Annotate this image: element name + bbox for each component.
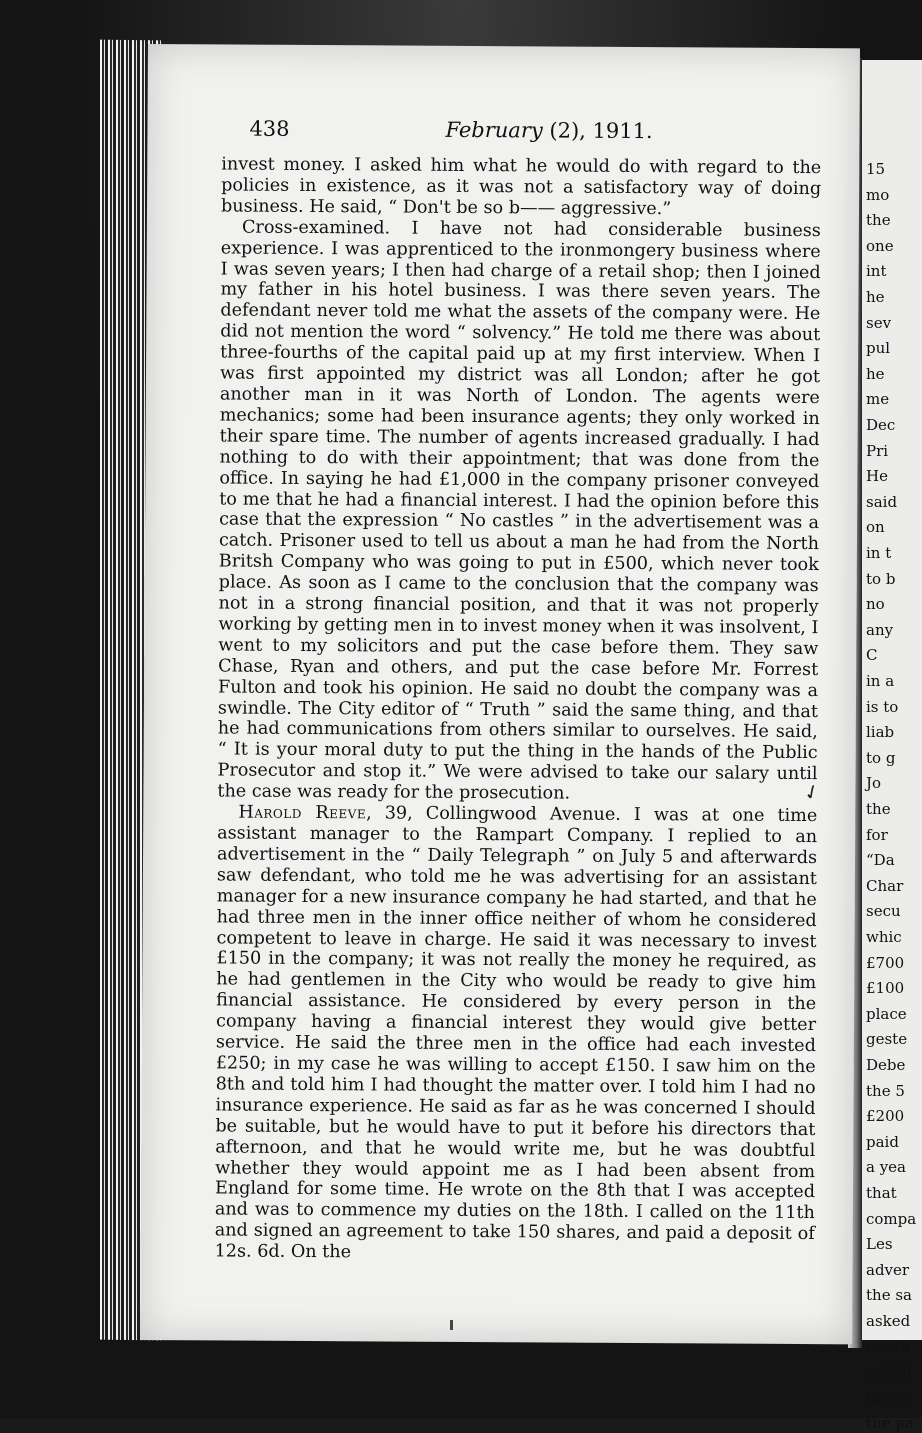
paragraph-2: Cross-examined. I have not had considerable business experience. I was apprenticed to the ironmongery business where I was seven years; I then had charge of a retail shop; then I joined my father in his hotel business. I was there seven years. The defendant never told me what the assets of the company were. He did not mention the word “ solvency.” He told me there was about three-fourths of the capital paid up at my first interview. When I was first appointed my district was all London; after he got another man in it was North of London. The agents were mechanics; some had been insurance agents; they only worked in their spare time. The number of agents increased gradually. I had nothing to do with their appointment; that was done from the office. In saying he had £1,000 in the company prisoner conveyed to me that he had a financial interest. I had the opinion before this case that the expression “ No castles ” in the advertisement was a catch. Prisoner used to tell us about a man he had from the North Britsh Company who was going to put in £500, which never took place. As soon as I came to the conclusion that the company was not in a strong financial position, and that it was not properly working by getting men in to invest money when it was insolvent, I went to my solicitors and put the case before them. They saw Chase, Ryan and others, and put the case before Mr. Forrest Fulton and took his opinion. He said no doubt the company was a swindle. The City editor of “ Truth ” said the same thing, and that he had communications from others similar to ourselves. He said, “ It is your moral duty to put the thing in the hands of the Public Prosecutor and stop it.” We were advised to take our salary until the case was ready for the prosecution. <box>217 217 821 804</box>
next-page-text: for <box>866 825 888 844</box>
next-page-text: mo <box>866 185 890 204</box>
next-page-text: Jo <box>866 774 882 793</box>
next-page-text: liab <box>866 723 895 742</box>
margin-tick-mark: ✓ <box>799 777 825 807</box>
next-page-text: geste <box>866 1030 908 1049</box>
next-page-text: in t <box>866 544 892 562</box>
next-page-text: place <box>866 1004 907 1023</box>
paragraph-3 <box>215 803 818 1267</box>
next-page-text: Dec <box>866 416 896 434</box>
next-page-text: to b <box>866 569 896 588</box>
next-page-text: the co <box>866 1388 913 1407</box>
next-page-text: to g <box>866 748 896 767</box>
next-page-text: £100 <box>866 979 905 998</box>
next-page-text: which <box>866 1363 912 1382</box>
witness-name: Harold Reeve <box>238 802 367 824</box>
date-rest: (2), 1911. <box>542 118 653 144</box>
next-page-text: pul <box>866 339 891 358</box>
paragraph-1: invest money. I asked him what he would do with regard to the policies in existence, as it was not a satisfactory way of doing business. He said, “ Don't be so b—— aggressive.” <box>220 154 822 220</box>
scan-mark <box>450 1320 453 1330</box>
next-page-text: is to <box>866 697 899 716</box>
next-page-text: £700 <box>866 953 905 972</box>
next-page-text: £200 <box>866 1107 905 1126</box>
next-page-text: Les <box>866 1235 893 1254</box>
next-page-text: “Da <box>866 851 895 870</box>
next-page-text: the 5 <box>866 1081 905 1100</box>
next-page-text: me th <box>866 1337 910 1356</box>
next-page-text: compa <box>866 1209 917 1228</box>
next-page-text: He <box>866 467 888 486</box>
paragraph-3-text: , 39, Collingwood Avenue. I was at one time assistant manager to the Rampart Company. I replied to an advertisement in the “ Daily Telegraph ” on July 5 and afterwards saw defendant, who told me he was advertising for an assistant manager for a new insurance company he had started, and that he had three men in the inner office neither of whom he considered competent to leave in charge. He said it was necessary to invest £150 in the company; it was not really the money he required, as he had gentlemen in the City who would be ready to give him financial assistance. He considered by every person in the company having a financial interest they would give better service. He said the three men in the office had each invested £250; in my case he was willing to accept £150. I saw him on the 8th and told him I had thought the matter over. I told him I had no insurance experience. He said as far as he was concerned I should be suitable, but he would have to put it before his directors that afternoon, and that he would write me, but he was doubtful whether they would appoint me as I had been absent from England for some time. He wrote on the 8th that I was accepted and was to commence my duties on the 18th. I called on the 11th and signed an agreement to take 150 shares, and paid a deposit of 12s. 6d. On the <box>214 803 818 1263</box>
page-header <box>249 117 809 150</box>
next-page-text: whic <box>866 928 902 946</box>
next-page-text: Char <box>866 876 904 895</box>
book-page <box>140 44 860 1344</box>
next-page-text: int <box>866 262 887 281</box>
next-page-text: paid <box>866 1132 899 1151</box>
next-page-fragment <box>862 60 922 1433</box>
next-page-text: he <box>866 364 885 383</box>
next-page-text: C <box>866 646 878 665</box>
next-page-text: one <box>866 236 894 255</box>
next-page-text: Debe <box>866 1056 906 1074</box>
next-page-text: adver <box>866 1260 910 1279</box>
next-page-text: Pri <box>866 441 889 460</box>
next-page-text: that <box>866 1184 897 1202</box>
page-body <box>214 154 825 1266</box>
next-page-text: on <box>866 518 885 537</box>
next-page-text: no <box>866 595 885 614</box>
next-page-text: sev <box>866 313 892 332</box>
next-page-text: the <box>866 800 891 818</box>
date-month: February <box>445 117 543 143</box>
next-page-text: the <box>866 211 891 230</box>
next-page-text: said <box>866 492 898 511</box>
next-page-text: secu <box>866 902 901 921</box>
next-page-text: the sa <box>866 1286 912 1305</box>
next-page-text: me <box>866 390 890 409</box>
next-page-text: 15 <box>866 160 886 178</box>
page-number: 438 <box>249 116 290 141</box>
next-page-text: he <box>866 288 885 306</box>
next-page-text: a yea <box>866 1158 907 1177</box>
next-page-text: the pa <box>866 1414 914 1433</box>
next-page-text: any <box>866 620 894 639</box>
next-page-text: in a <box>866 672 895 690</box>
page-date <box>445 118 652 143</box>
next-page-text: asked <box>866 1312 911 1330</box>
